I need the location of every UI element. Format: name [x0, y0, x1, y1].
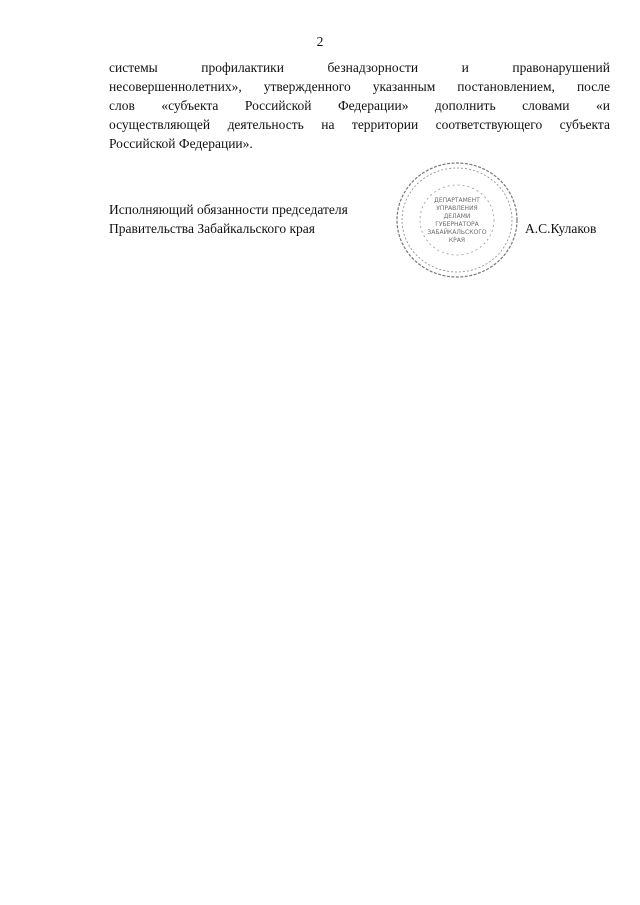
svg-text:УПРАВЛЕНИЯ: УПРАВЛЕНИЯ [436, 205, 478, 212]
seal-stamp [394, 160, 520, 280]
svg-text:ЗАБАЙКАЛЬСКОГО: ЗАБАЙКАЛЬСКОГО [427, 229, 487, 236]
signer-position-line1: Исполняющий обязанности председателя [109, 202, 348, 217]
body-line: Российской Федерации». [109, 136, 253, 151]
page-number: 2 [316, 34, 324, 49]
svg-text:ГУБЕРНАТОРА: ГУБЕРНАТОРА [435, 221, 479, 228]
body-line: несовершеннолетних», утвержденного указанным постановлением, после [109, 79, 610, 94]
signature-block [109, 200, 348, 238]
svg-text:ДЕПАРТАМЕНТ: ДЕПАРТАМЕНТ [434, 197, 480, 204]
svg-text:КРАЯ: КРАЯ [448, 237, 466, 244]
signer-position-line2: Правительства Забайкальского края [109, 221, 315, 236]
body-line: слов «субъекта Российской Федерации» дополнить словами «и [109, 98, 610, 113]
body-line: системы профилактики безнадзорности и правонарушений [109, 60, 610, 75]
signer-name: А.С.Кулаков [525, 221, 597, 236]
svg-text:ДЕЛАМИ: ДЕЛАМИ [443, 213, 471, 220]
body-text [109, 58, 610, 153]
body-line: осуществляющей деятельность на территории соответствующего субъекта [109, 117, 610, 132]
